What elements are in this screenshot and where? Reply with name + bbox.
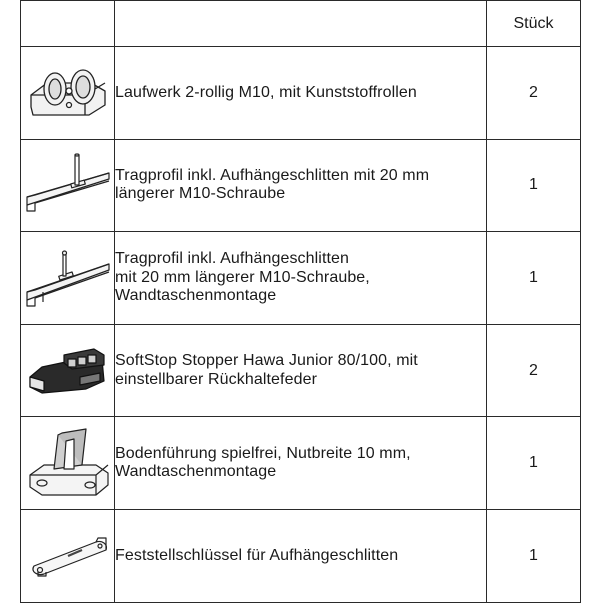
support-profile-icon (23, 149, 113, 221)
item-description-line: Wandtaschenmontage (115, 463, 277, 481)
item-qty: 1 (487, 232, 581, 325)
item-description (115, 47, 487, 140)
table-row (21, 47, 581, 140)
item-description (115, 417, 487, 510)
item-qty: 2 (487, 47, 581, 140)
table-row (21, 509, 581, 602)
softstop-stopper-icon (24, 337, 112, 405)
table-row (21, 417, 581, 510)
item-description-line: Laufwerk 2-rollig M10, mit Kunststoffrollen (115, 83, 417, 101)
item-description-line: Feststellschlüssel für Aufhängeschlitten (115, 546, 399, 564)
item-description-line: SoftStop Stopper Hawa Junior 80/100, mit (115, 352, 418, 370)
item-description-line: Tragprofil inkl. Aufhängeschlitten (115, 250, 350, 268)
item-description-line: mit 20 mm längerer M10-Schraube, (115, 268, 370, 286)
table-header-row (21, 1, 581, 47)
header-image-cell (21, 1, 115, 47)
item-description-line: Bodenführung spielfrei, Nutbreite 10 mm, (115, 444, 411, 462)
item-description-line: längerer M10-Schraube (115, 185, 286, 203)
table-row (21, 324, 581, 417)
support-profile-wall-icon (23, 242, 113, 314)
item-qty: 1 (487, 509, 581, 602)
item-description (115, 232, 487, 325)
item-qty: 1 (487, 139, 581, 232)
floor-guide-icon (24, 425, 112, 501)
roller-carriage-icon (25, 61, 111, 125)
table-row (21, 139, 581, 232)
parts-list-table (20, 0, 581, 603)
item-qty: 2 (487, 324, 581, 417)
locking-key-icon (24, 526, 112, 586)
table-row (21, 232, 581, 325)
item-description-line: Wandtaschenmontage (115, 287, 277, 305)
item-description-line: Tragprofil inkl. Aufhängeschlitten mit 20 mm (115, 166, 430, 184)
item-description (115, 139, 487, 232)
item-description (115, 509, 487, 602)
item-qty: 1 (487, 417, 581, 510)
item-description (115, 324, 487, 417)
header-qty-label: Stück (487, 1, 581, 47)
item-description-line: einstellbarer Rückhaltefeder (115, 370, 318, 388)
header-description-cell (115, 1, 487, 47)
